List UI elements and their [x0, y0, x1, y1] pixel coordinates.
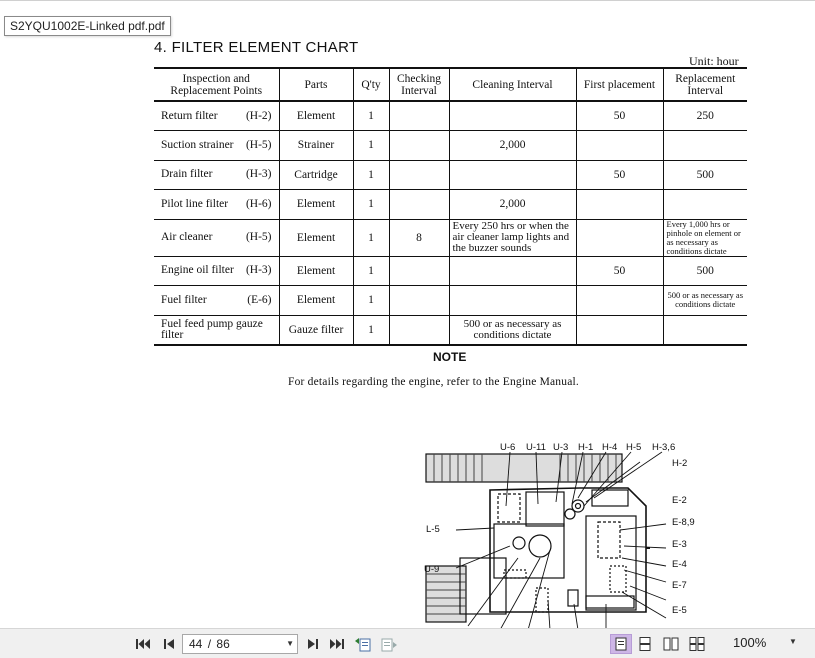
- pdf-navigation-toolbar: [0, 628, 815, 658]
- label-h2: H-2: [672, 458, 688, 469]
- clean-cell: 500 or as necessary as conditions dictate: [449, 315, 576, 345]
- note-title: NOTE: [433, 350, 467, 364]
- qty-cell: 1: [353, 190, 389, 220]
- table-row: [154, 315, 747, 345]
- check-cell: [389, 190, 449, 220]
- first-cell: [576, 219, 663, 256]
- col-header-qty: Q'ty: [353, 68, 389, 101]
- point-name: Fuel filter: [161, 293, 207, 306]
- go-forward-icon[interactable]: [380, 635, 398, 653]
- check-cell: 8: [389, 219, 449, 256]
- filter-element-table: [154, 67, 747, 346]
- point-name: Drain filter: [161, 168, 213, 181]
- qty-cell: 1: [353, 131, 389, 161]
- replace-cell: [663, 131, 747, 161]
- first-cell: 50: [576, 256, 663, 286]
- replace-cell: 500: [663, 256, 747, 286]
- col-header-parts: Parts: [279, 68, 353, 101]
- label-u6: U-6: [500, 442, 516, 453]
- replace-cell: 250: [663, 101, 747, 131]
- first-cell: 50: [576, 160, 663, 190]
- qty-cell: 1: [353, 256, 389, 286]
- point-code: (H-6): [245, 197, 272, 210]
- label-h4: H-4: [602, 442, 618, 453]
- prev-page-icon[interactable]: [160, 635, 178, 653]
- label-h5: H-5: [626, 442, 642, 453]
- check-cell: [389, 315, 449, 345]
- unit-label: Unit: hour: [689, 54, 739, 68]
- check-cell: [389, 101, 449, 131]
- point-name: Suction strainer: [161, 138, 234, 151]
- point-code: (H-5): [245, 231, 272, 243]
- clean-cell: [449, 256, 576, 286]
- current-page: 44: [189, 637, 203, 651]
- label-e7: E-7: [672, 580, 687, 591]
- point-code: (H-3): [245, 168, 272, 181]
- first-cell: [576, 131, 663, 161]
- point-code: (H-2): [245, 109, 272, 122]
- label-u9: U-9: [424, 564, 440, 575]
- continuous-view-icon[interactable]: [634, 634, 656, 654]
- part-cell: Element: [279, 190, 353, 220]
- page-number-input[interactable]: [182, 634, 298, 654]
- facing-view-icon[interactable]: [660, 634, 682, 654]
- qty-cell: 1: [353, 160, 389, 190]
- label-e5: E-5: [672, 605, 687, 616]
- zoom-level[interactable]: 100%: [733, 635, 767, 650]
- point-name: Pilot line filter: [161, 197, 229, 210]
- col-header-checking: Checking Interval: [389, 68, 449, 101]
- label-e89: E-8,9: [672, 517, 695, 528]
- label-e3: E-3: [672, 539, 687, 550]
- table-row: [154, 101, 747, 131]
- top-border: [0, 0, 815, 1]
- part-cell: Element: [279, 256, 353, 286]
- table-row: [154, 256, 747, 286]
- filename-tooltip: S2YQU1002E-Linked pdf.pdf: [4, 16, 171, 36]
- label-u3: U-3: [553, 442, 569, 453]
- label-h1: H-1: [578, 442, 594, 453]
- part-cell: Element: [279, 101, 353, 131]
- table-row: [154, 160, 747, 190]
- replace-cell: [663, 190, 747, 220]
- point-code: (H-3): [245, 264, 272, 277]
- table-row: [154, 190, 747, 220]
- clean-cell: 2,000: [449, 190, 576, 220]
- last-page-icon[interactable]: [328, 635, 346, 653]
- label-e2: E-2: [672, 495, 687, 506]
- first-cell: 50: [576, 101, 663, 131]
- machine-layout-diagram: [410, 406, 750, 628]
- label-l5: L-5: [426, 524, 440, 535]
- label-h36: H-3,6: [652, 442, 676, 453]
- part-cell: Gauze filter: [279, 315, 353, 345]
- part-cell: Element: [279, 286, 353, 316]
- qty-cell: 1: [353, 219, 389, 256]
- col-header-point: Inspection and Replacement Points: [154, 68, 279, 101]
- clean-cell: Every 250 hrs or when the air cleaner lamp lights and the buzzer sounds: [449, 219, 576, 256]
- col-header-first: First placement: [576, 68, 663, 101]
- total-pages: 86: [216, 637, 230, 651]
- part-cell: Cartridge: [279, 160, 353, 190]
- clean-cell: [449, 101, 576, 131]
- qty-cell: 1: [353, 286, 389, 316]
- check-cell: [389, 286, 449, 316]
- part-cell: Strainer: [279, 131, 353, 161]
- replace-cell: 500: [663, 160, 747, 190]
- section-title: 4. FILTER ELEMENT CHART: [154, 39, 359, 56]
- zoom-dropdown-icon[interactable]: ▼: [789, 637, 797, 646]
- clean-cell: [449, 286, 576, 316]
- part-cell: Element: [279, 219, 353, 256]
- pdf-page: [140, 30, 760, 628]
- qty-cell: 1: [353, 315, 389, 345]
- col-header-cleaning: Cleaning Interval: [449, 68, 576, 101]
- note-text: For details regarding the engine, refer to the Engine Manual.: [288, 376, 579, 388]
- next-page-icon[interactable]: [304, 635, 322, 653]
- upper-track: [426, 454, 622, 482]
- qty-cell: 1: [353, 101, 389, 131]
- replace-cell: Every 1,000 hrs or pinhole on element or as necessary as conditions dictate: [663, 219, 747, 256]
- check-cell: [389, 256, 449, 286]
- page-separator: /: [207, 637, 212, 651]
- label-e4: E-4: [672, 559, 687, 570]
- chevron-down-icon[interactable]: ▼: [286, 639, 294, 648]
- point-name: Fuel feed pump gauze filter: [161, 317, 263, 341]
- first-cell: [576, 286, 663, 316]
- table-row: [154, 286, 747, 316]
- point-code: (E-6): [247, 293, 272, 306]
- check-cell: [389, 131, 449, 161]
- table-row: [154, 219, 747, 256]
- go-back-icon[interactable]: [354, 635, 372, 653]
- point-code: (H-5): [245, 138, 272, 151]
- check-cell: [389, 160, 449, 190]
- continuous-facing-view-icon[interactable]: [686, 634, 708, 654]
- point-name: Return filter: [161, 109, 218, 122]
- col-header-replacement: Replacement Interval: [663, 68, 747, 101]
- table-header-row: [154, 68, 747, 101]
- first-cell: [576, 315, 663, 345]
- single-page-view-icon[interactable]: [610, 634, 632, 654]
- clean-cell: [449, 160, 576, 190]
- replace-cell: 500 or as necessary as conditions dictate: [663, 286, 747, 316]
- replace-cell: [663, 315, 747, 345]
- first-page-icon[interactable]: [134, 635, 152, 653]
- point-name: Engine oil filter: [161, 264, 234, 277]
- table-row: [154, 131, 747, 161]
- label-u11: U-11: [526, 442, 546, 453]
- clean-cell: 2,000: [449, 131, 576, 161]
- point-name: Air cleaner: [161, 231, 213, 243]
- first-cell: [576, 190, 663, 220]
